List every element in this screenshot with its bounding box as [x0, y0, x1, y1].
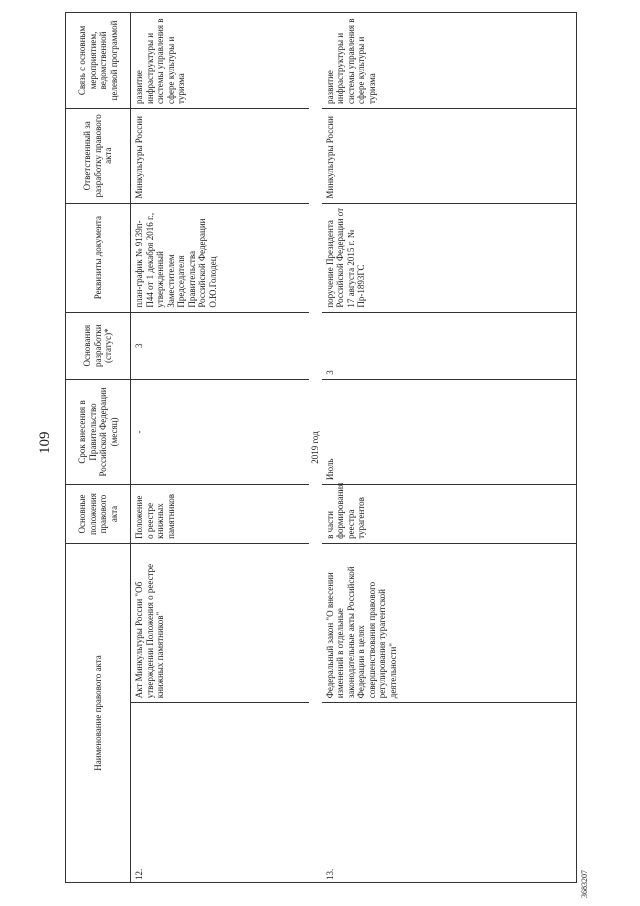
page-number: 109 [37, 431, 53, 454]
row-act-name: Федеральный закон "О внесении изменений в отдельные законодательные акты Российской Федерации в целях совершенствования правового регулирования турагентской деятельности" [322, 543, 577, 702]
row-provisions: Положение о реестре книжных памятников [131, 485, 310, 544]
legal-acts-table [65, 12, 577, 883]
row-act-name: Акт Минкультуры России "Об утверждении Положения о реестре книжных памятников" [131, 543, 310, 702]
table-row [322, 13, 577, 883]
header-link: Связь с основным мероприятием, ведомственной целевой программой [66, 13, 131, 109]
header-provisions: Основные положения правового акта [66, 485, 131, 544]
row-requisites: поручение Президента Российской Федерации от 17 августа 2015 г. № Пр-1893ГС [322, 203, 577, 312]
header-requisites: Реквизиты документа [66, 203, 131, 312]
legal-acts-table-frame [65, 12, 629, 883]
table-header-row [66, 13, 131, 883]
row-link: развитие инфраструктуры и системы управления в сфере культуры и туризма [131, 13, 310, 109]
year-row [309, 13, 322, 883]
row-basis: 3 [322, 312, 577, 379]
row-responsible: Минкультуры России [322, 108, 577, 203]
row-number: 12. [131, 703, 310, 883]
header-act-name: Наименование правового акта [66, 543, 131, 882]
row-deadline: - [131, 379, 310, 484]
header-deadline: Срок внесения в Правительство Российской Федерации (месяц) [66, 379, 131, 484]
year-label: 2019 год [309, 13, 322, 883]
row-deadline: Июль [322, 379, 577, 484]
row-link: развитие инфраструктуры и системы управления в сфере культуры и туризма [322, 13, 577, 109]
row-responsible: Минкультуры России [131, 108, 310, 203]
document-id: 3683207 [580, 870, 589, 898]
row-requisites: план-график № 9139п-П44 от 1 декабря 2016 г., утвержденный Заместителем Председателя Правительства Российской Федерации О.Ю.Голодец [131, 203, 310, 312]
table-row [131, 13, 310, 883]
row-number: 13. [322, 703, 577, 883]
row-basis: 3 [131, 312, 310, 379]
header-responsible: Ответственный за разработку правового акта [66, 108, 131, 203]
header-basis: Основания разработки (статус)* [66, 312, 131, 379]
row-provisions: в части формирования реестра турагентов [322, 485, 577, 544]
